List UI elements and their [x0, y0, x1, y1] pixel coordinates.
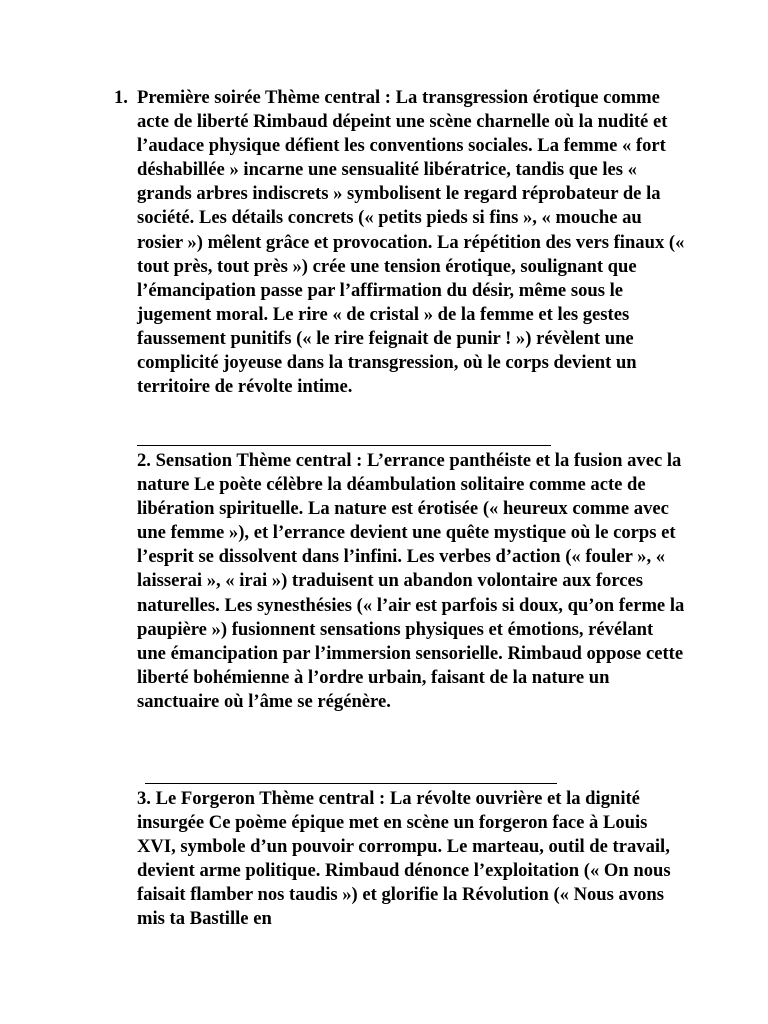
separator-line-2: [145, 763, 557, 787]
section-premiere-soiree: Première soirée Thème central : La transgression érotique comme acte de liberté Rimbaud dépeint une scène charnelle où la nudité et l’audace physique défient les conventions sociales. La femme « fort déshabillée » incarne une sensualité libératrice, tandis que les « grands arbres indiscrets » symbolisent le regard réprobateur de la société. Les détails concrets (« petits pieds si fins », « mouche au rosier ») mêlent grâce et provocation. La répétition des vers finaux (« tout près, tout près ») crée une tension érotique, soulignant que l’émancipation passe par l’affirmation du désir, même sous le jugement moral. Le rire « de cristal » de la femme et les gestes faussement punitifs (« le rire feignait de punir ! ») révèlent une complicité joyeuse dans la transgression, où le corps devient un territoire de révolte intime.: [137, 87, 685, 398]
list-number: 1.: [114, 87, 128, 108]
section-le-forgeron: 3. Le Forgeron Thème central : La révolte ouvrière et la dignité insurgée Ce poème épique met en scène un forgeron face à Louis XVI, symbole d’un pouvoir corrompu. Le marteau, outil de travail, devient arme politique. Rimbaud dénonce l’exploitation (« On nous faisait flamber nos taudis ») et glorifie la Révolution (« Nous avons mis ta Bastille en: [137, 788, 671, 930]
section-sensation: 2. Sensation Thème central : L’errance panthéiste et la fusion avec la nature Le poète célèbre la déambulation solitaire comme acte de libération spirituelle. La nature est érotisée (« heureux comme avec une femme »), et l’errance devient une quête mystique où le corps et l’esprit se dissolvent dans l’infini. Les verbes d’action (« fouler », « laisserai », « irai ») traduisent un abandon volontaire aux forces naturelles. Les synesthésies (« l’air est parfois si doux, qu’on ferme la paupière ») fusionnent sensations physiques et émotions, révélant une émancipation par l’immersion sensorielle. Rimbaud oppose cette liberté bohémienne à l’ordre urbain, faisant de la nature un sanctuaire où l’âme se régénère.: [137, 450, 685, 712]
separator-line-1: [137, 425, 551, 449]
